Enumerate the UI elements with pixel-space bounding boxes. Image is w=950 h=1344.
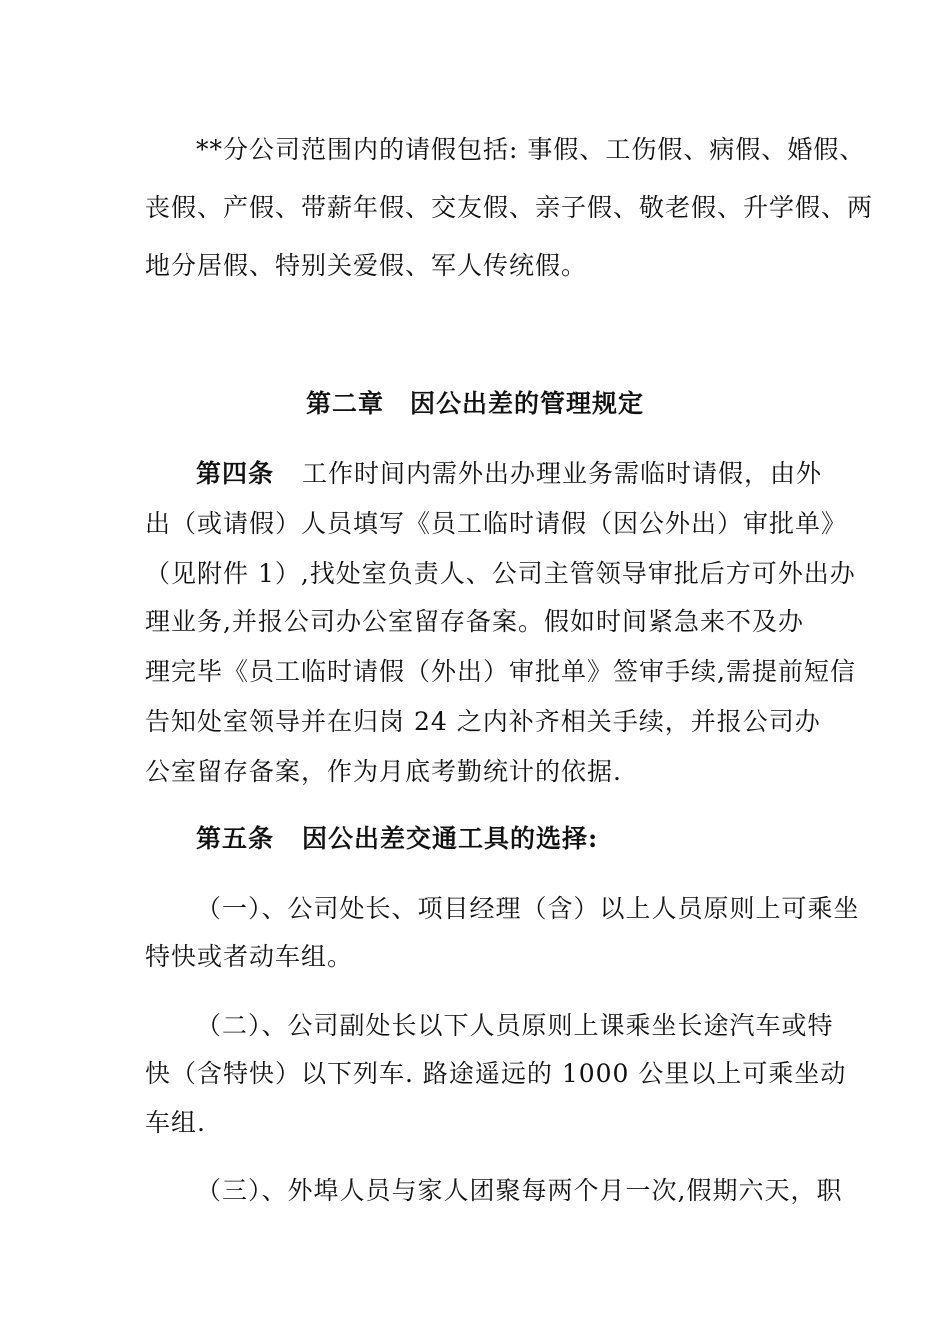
article-4-first-line: 工作时间内需外出办理业务需临时请假，由外 (302, 459, 823, 488)
article-4-line-6: 告知处室领导并在归岗 24 之内补齐相关手续，并报公司办 (145, 707, 821, 736)
article-4-line-1 (196, 457, 822, 491)
leave-types-line-3: 地分居假、特别关爱假、军人传统假。 (145, 251, 588, 280)
article-4-line-5: 理完毕《员工临时请假（外出）审批单》签审手续,需提前短信 (145, 657, 856, 686)
article-4-line-2: 出（或请假）人员填写《员工临时请假（因公外出）审批单》 (145, 509, 848, 538)
item-3-line-1: （三）、外埠人员与家人团聚每两个月一次,假期六天，职 (196, 1176, 843, 1205)
article-5-title: 因公出差交通工具的选择: (302, 824, 599, 853)
article-4-line-4: 理业务,并报公司办公室留存备案。假如时间紧急来不及办 (145, 607, 804, 636)
item-2-line-1: （二）、公司副处长以下人员原则上课乘坐长途汽车或特 (196, 1011, 834, 1040)
chapter-heading: 第二章 因公出差的管理规定 (305, 389, 644, 418)
item-2-line-2: 快（含特快）以下列车. 路途遥远的 1000 公里以上可乘坐动 (145, 1059, 847, 1088)
article-5-label: 第五条 (196, 824, 275, 853)
item-2-line-3: 车组. (145, 1108, 206, 1137)
leave-types-line-2: 丧假、产假、带薪年假、交友假、亲子假、敬老假、升学假、两 (145, 193, 874, 222)
item-1-line-2: 特快或者动车组。 (145, 942, 354, 971)
leave-types-line-1: **分公司范围内的请假包括: 事假、工伤假、病假、婚假、 (196, 135, 866, 164)
article-4-line-3: （见附件 1）,找处室负责人、公司主管领导审批后方可外出办 (145, 559, 856, 588)
article-5-line (196, 822, 598, 856)
item-1-line-1: （一）、公司处长、项目经理（含）以上人员原则上可乘坐 (196, 894, 860, 923)
article-4-label: 第四条 (196, 459, 275, 488)
article-4-line-7: 公室留存备案，作为月底考勤统计的依据. (145, 757, 622, 786)
